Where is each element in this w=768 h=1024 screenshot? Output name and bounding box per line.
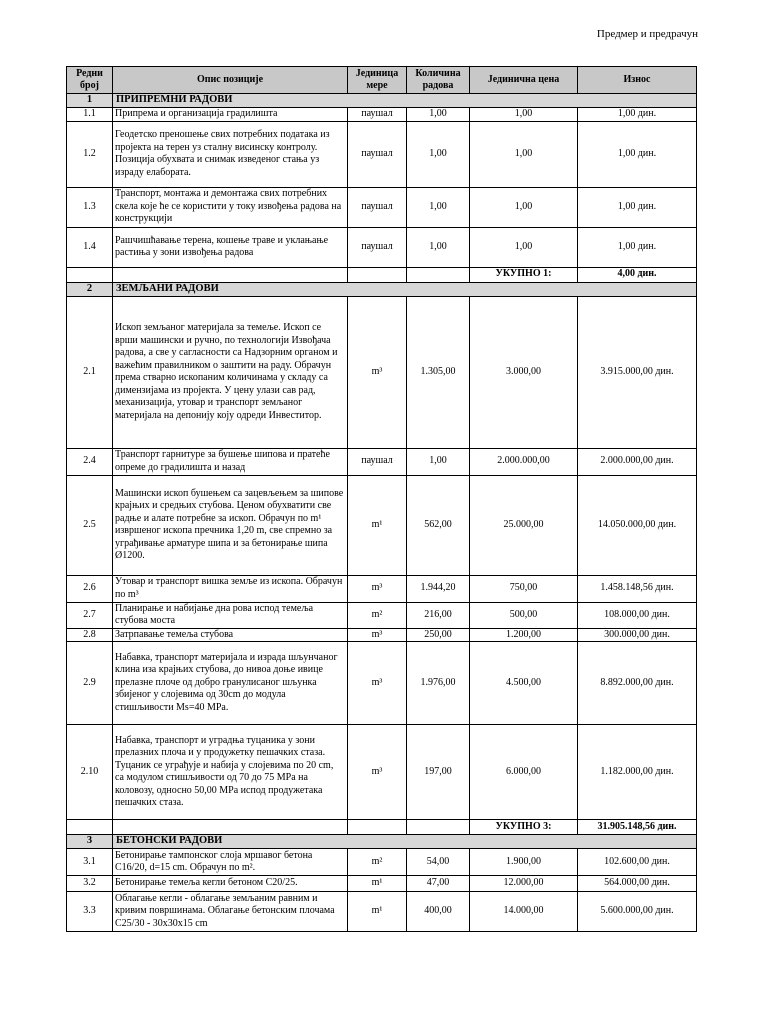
section-number: 2 [67,282,113,296]
row-amount: 300.000,00 дин. [578,628,697,642]
row-unit: m³ [348,296,407,448]
section-total-label: УКУПНО 1: [470,267,578,282]
col-header-price: Јединична цена [470,67,578,94]
row-unit: паушал [348,121,407,187]
row-number: 3.1 [67,849,113,876]
row-unit-price: 500,00 [470,602,578,628]
row-amount: 108.000,00 дин. [578,602,697,628]
row-number: 2.6 [67,575,113,602]
row-unit: m³ [348,642,407,725]
table-row [67,642,697,725]
section-title: ПРИПРЕМНИ РАДОВИ [113,94,697,108]
row-unit-price: 12.000,00 [470,876,578,892]
row-number: 2.10 [67,725,113,820]
row-amount: 1,00 дин. [578,187,697,227]
row-unit-price: 1.900,00 [470,849,578,876]
col-header-desc: Опис позиције [113,67,348,94]
row-unit: m² [348,602,407,628]
row-description: Планирање и набијање дна рова испод темеља стубова моста [113,602,348,628]
section-title: БЕТОНСКИ РАДОВИ [113,835,697,849]
col-header-unit: Јединица мере [348,67,407,94]
row-number: 1.1 [67,108,113,122]
row-amount: 1,00 дин. [578,121,697,187]
section-row [67,282,697,296]
row-quantity: 1,00 [407,121,470,187]
row-unit: m³ [348,575,407,602]
row-unit-price: 1,00 [470,121,578,187]
row-unit-price: 6.000,00 [470,725,578,820]
row-number: 2.7 [67,602,113,628]
row-quantity: 47,00 [407,876,470,892]
row-amount: 3.915.000,00 дин. [578,296,697,448]
row-unit: m¹ [348,475,407,575]
row-description: Транспорт гарнитуре за бушење шипова и пратеће опреме до градилишта и назад [113,448,348,475]
row-number: 2.1 [67,296,113,448]
row-quantity: 1,00 [407,187,470,227]
row-quantity: 54,00 [407,849,470,876]
row-unit-price: 25.000,00 [470,475,578,575]
row-description: Рашчишћавање терена, кошење траве и уклањање растиња у зони извођења радова [113,227,348,267]
table-row [67,575,697,602]
row-amount: 1.458.148,56 дин. [578,575,697,602]
table-row [67,849,697,876]
row-unit: m³ [348,725,407,820]
row-unit-price: 14.000,00 [470,892,578,932]
table-row [67,296,697,448]
row-description: Бетонирање тампонског слоја мршавог бетона C16/20, d=15 cm. Обрачун по m². [113,849,348,876]
row-quantity: 400,00 [407,892,470,932]
row-amount: 5.600.000,00 дин. [578,892,697,932]
table-row [67,121,697,187]
row-unit: паушал [348,187,407,227]
row-unit: паушал [348,448,407,475]
table-row [67,725,697,820]
row-unit-price: 3.000,00 [470,296,578,448]
row-description: Припрема и организација градилишта [113,108,348,122]
table-row [67,876,697,892]
row-quantity: 250,00 [407,628,470,642]
section-total-row [67,820,697,835]
row-description: Машински ископ бушењем са зацевљењем за шипове крајњих и средњих стубова. Ценом обухватити све радње и алате потребне за ископ. Обрачун по m¹ извршеног ископа пречника 1,20 m, све спремно за уграђивање арматуре шипа и за бетонирање шипа Ø1200. [113,475,348,575]
row-number: 2.9 [67,642,113,725]
table-row [67,108,697,122]
row-number: 3.2 [67,876,113,892]
row-quantity: 216,00 [407,602,470,628]
table-row [67,448,697,475]
row-unit: m¹ [348,876,407,892]
section-number: 1 [67,94,113,108]
section-number: 3 [67,835,113,849]
row-number: 1.4 [67,227,113,267]
table-header-row [67,67,697,94]
section-total-label: УКУПНО 3: [470,820,578,835]
table-row [67,227,697,267]
row-quantity: 197,00 [407,725,470,820]
row-amount: 564.000,00 дин. [578,876,697,892]
row-number: 3.3 [67,892,113,932]
row-unit: паушал [348,227,407,267]
row-unit-price: 1,00 [470,187,578,227]
row-unit-price: 750,00 [470,575,578,602]
section-total-value: 31.905.148,56 дин. [578,820,697,835]
page-header-title: Предмер и предрачун [596,28,698,40]
table-row [67,628,697,642]
row-description: Затрпавање темеља стубова [113,628,348,642]
row-number: 2.5 [67,475,113,575]
row-amount: 14.050.000,00 дин. [578,475,697,575]
row-description: Набавка, транспорт и уградња туцаника у зони прелазних плоча и у продужетку пешачких стаза. Туцаник се уграђује и набија у слојевима по 20 cm, са модулом стишљивости од 70 до 75 MPa на коловозу, односно 50,00 MPa испод продужетака пешачких стаза. [113,725,348,820]
row-description: Геодетско преношење свих потребних података из пројекта на терен уз сталну висинску контролу. Позиција обухвата и снимак изведеног стања уз израду елабората. [113,121,348,187]
row-number: 2.4 [67,448,113,475]
section-title: ЗЕМЉАНИ РАДОВИ [113,282,697,296]
section-total-value: 4,00 дин. [578,267,697,282]
row-amount: 8.892.000,00 дин. [578,642,697,725]
row-unit: m³ [348,628,407,642]
row-amount: 2.000.000,00 дин. [578,448,697,475]
row-description: Транспорт, монтажа и демонтажа свих потребних скела које ће се користити у току извођења радова на конструкцији [113,187,348,227]
row-quantity: 1.305,00 [407,296,470,448]
col-header-amount: Износ [578,67,697,94]
row-unit: m¹ [348,892,407,932]
row-amount: 1.182.000,00 дин. [578,725,697,820]
row-amount: 102.600,00 дин. [578,849,697,876]
row-number: 2.8 [67,628,113,642]
row-unit-price: 1.200,00 [470,628,578,642]
table-row [67,187,697,227]
row-description: Бетонирање темеља кегли бетоном C20/25. [113,876,348,892]
row-number: 1.3 [67,187,113,227]
bill-of-quantities-table [66,66,697,932]
section-row [67,94,697,108]
row-description: Утовар и транспорт вишка земље из ископа. Обрачун по m³ [113,575,348,602]
row-unit-price: 1,00 [470,108,578,122]
col-header-no: Редни број [67,67,113,94]
row-description: Облагање кегли - облагање земљаним равним и кривим површинама. Облагање бетонским плочама C25/30 - 30x30x15 cm [113,892,348,932]
row-amount: 1,00 дин. [578,227,697,267]
row-quantity: 1,00 [407,108,470,122]
row-quantity: 562,00 [407,475,470,575]
table-row [67,602,697,628]
row-description: Ископ земљаног материјала за темеље. Ископ се врши машински и ручно, по технологији Извођача радова, а све у сагласности са Надзорним органом и важећим правилником о заштити на раду. Обрачун према стварно ископаним количинама у складу са димензијама из пројекта. У цену улази сав рад, механизација, утовар и транспорт земљаног материјала на депонију коју одреди Инвеститор. [113,296,348,448]
row-unit-price: 1,00 [470,227,578,267]
row-quantity: 1,00 [407,448,470,475]
row-unit-price: 4.500,00 [470,642,578,725]
section-total-row [67,267,697,282]
row-amount: 1,00 дин. [578,108,697,122]
row-unit-price: 2.000.000,00 [470,448,578,475]
col-header-qty: Количина радова [407,67,470,94]
section-row [67,835,697,849]
table-row [67,892,697,932]
row-quantity: 1.944,20 [407,575,470,602]
table-row [67,475,697,575]
row-number: 1.2 [67,121,113,187]
row-quantity: 1,00 [407,227,470,267]
row-description: Набавка, транспорт материјала и израда шљунчаног клина иза крајњих стубова, до нивоа доње ивице прелазне плоче од добро гранулисаног шљунка збијеног у слојевима од 30cm до модула стишљивости Ms=40 MPa. [113,642,348,725]
row-unit: m² [348,849,407,876]
row-unit: паушал [348,108,407,122]
row-quantity: 1.976,00 [407,642,470,725]
